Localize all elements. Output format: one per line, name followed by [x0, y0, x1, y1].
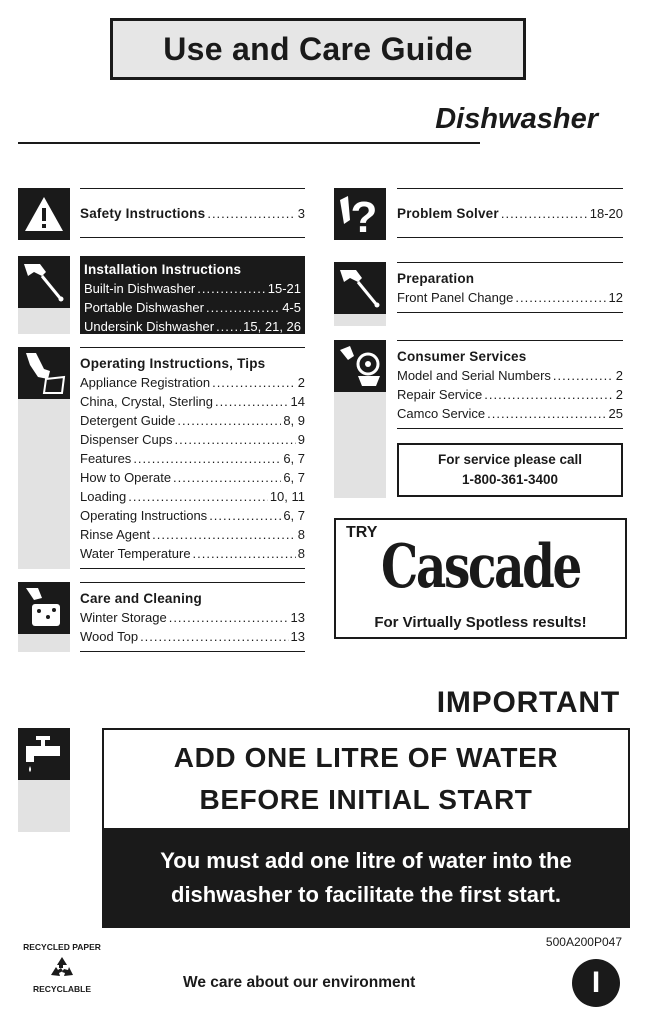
toc-entry-safety[interactable]: Safety Instructions ..... 3	[80, 204, 305, 223]
section-problem	[397, 188, 623, 238]
ad-tagline: For Virtually Spotless results!	[374, 614, 587, 631]
recycled-paper-label: RECYCLED PAPER	[23, 942, 101, 952]
consumer-icon-tile	[334, 340, 386, 498]
ad-try-label: TRY	[346, 524, 378, 541]
toc-entry[interactable]: Camco Service ..... 25	[397, 404, 623, 423]
important-instruction: ADD ONE LITRE OF WATER BEFORE INITIAL START	[173, 742, 559, 815]
water-faucet-icon	[18, 728, 70, 780]
recyclable-label: RECYCLABLE	[32, 984, 92, 994]
environment-statement: We care about our environment	[183, 974, 416, 991]
header-divider	[18, 142, 480, 144]
page-subtitle: Dishwasher	[435, 103, 598, 135]
toc-entry[interactable]: Repair Service ..... 2	[397, 385, 623, 404]
section-heading: Installation Instructions	[84, 262, 242, 277]
section-safety	[80, 188, 305, 238]
svg-text:?: ?	[350, 193, 378, 238]
service-call-text: For service please call	[437, 452, 583, 467]
divider	[397, 188, 623, 189]
section-heading: Consumer Services	[397, 349, 527, 364]
divider	[397, 340, 623, 341]
safety-icon-tile	[18, 188, 70, 240]
cascade-ad	[334, 518, 627, 639]
hand-pressing-icon	[18, 347, 70, 399]
warning-triangle-icon	[18, 188, 70, 240]
section-operating	[80, 347, 305, 569]
toc-entry[interactable]: Rinse Agent ..... 8	[80, 525, 305, 544]
divider	[397, 428, 623, 429]
important-box	[102, 728, 630, 928]
important-icon-tile	[18, 728, 70, 832]
toc-entry[interactable]: Loading ..... 10, 11	[80, 487, 305, 506]
toc-entry[interactable]: Dispenser Cups ..... 9	[80, 430, 305, 449]
title-box	[110, 18, 526, 80]
toc-entry[interactable]: Detergent Guide ..... 8, 9	[80, 411, 305, 430]
hand-sponge-icon	[18, 582, 70, 634]
toc-entry[interactable]: Features ..... 6, 7	[80, 449, 305, 468]
language-badge: I	[572, 959, 620, 1007]
divider	[397, 312, 623, 313]
toc-entry[interactable]: Appliance Registration ..... 2	[80, 373, 305, 392]
section-installation	[80, 256, 305, 334]
toc-entry[interactable]: Portable Dishwasher ..... 4-5	[84, 298, 301, 317]
divider	[397, 262, 623, 263]
toc-entry[interactable]: Winter Storage ..... 13	[80, 608, 305, 627]
divider	[80, 347, 305, 348]
toc-entry[interactable]: Built-in Dishwasher ..... 15-21	[84, 279, 301, 298]
divider	[80, 651, 305, 652]
section-preparation	[397, 262, 623, 313]
divider	[80, 188, 305, 189]
service-phone-number[interactable]: 1-800-361-3400	[461, 472, 559, 487]
section-consumer	[397, 340, 623, 429]
question-mark-icon	[334, 188, 386, 240]
toc-entry[interactable]: How to Operate ..... 6, 7	[80, 468, 305, 487]
recycle-icon	[49, 955, 75, 986]
divider	[80, 582, 305, 583]
important-heading: IMPORTANT	[436, 686, 620, 719]
installation-icon-tile	[18, 256, 70, 334]
operating-icon-tile	[18, 347, 70, 569]
divider	[80, 237, 305, 238]
service-call-box	[397, 443, 623, 497]
section-heading: Operating Instructions, Tips	[80, 356, 266, 371]
part-number: 500A200P047	[545, 935, 622, 949]
preparation-icon-tile	[334, 262, 386, 326]
toc-entry[interactable]: Water Temperature ..... 8	[80, 544, 305, 563]
toc-entry[interactable]: China, Crystal, Sterling ..... 14	[80, 392, 305, 411]
page-title: Use and Care Guide	[163, 30, 473, 67]
toc-entry[interactable]: Front Panel Change ..... 12	[397, 288, 623, 307]
important-note: You must add one litre of water into the dishwasher to facilitate the first start.	[104, 828, 628, 928]
problem-icon-tile	[334, 188, 386, 240]
section-care	[80, 582, 305, 652]
toc-entry[interactable]: Wood Top ..... 13	[80, 627, 305, 646]
ad-brand-logo: Cascade	[381, 532, 580, 602]
toc-entry-problem[interactable]: Problem Solver ..... 18-20	[397, 204, 623, 223]
divider	[80, 568, 305, 569]
hand-screwdriver-icon	[334, 262, 386, 314]
divider	[397, 237, 623, 238]
toc-entry[interactable]: Undersink Dishwasher ..... 15, 21, 26	[84, 317, 301, 336]
telephone-icon	[334, 340, 386, 392]
section-heading: Preparation	[397, 271, 475, 286]
hand-screwdriver-icon	[18, 256, 70, 308]
section-heading: Care and Cleaning	[80, 591, 202, 606]
toc-entry[interactable]: Operating Instructions ..... 6, 7	[80, 506, 305, 525]
toc-entry[interactable]: Model and Serial Numbers ..... 2	[397, 366, 623, 385]
care-icon-tile	[18, 582, 70, 652]
